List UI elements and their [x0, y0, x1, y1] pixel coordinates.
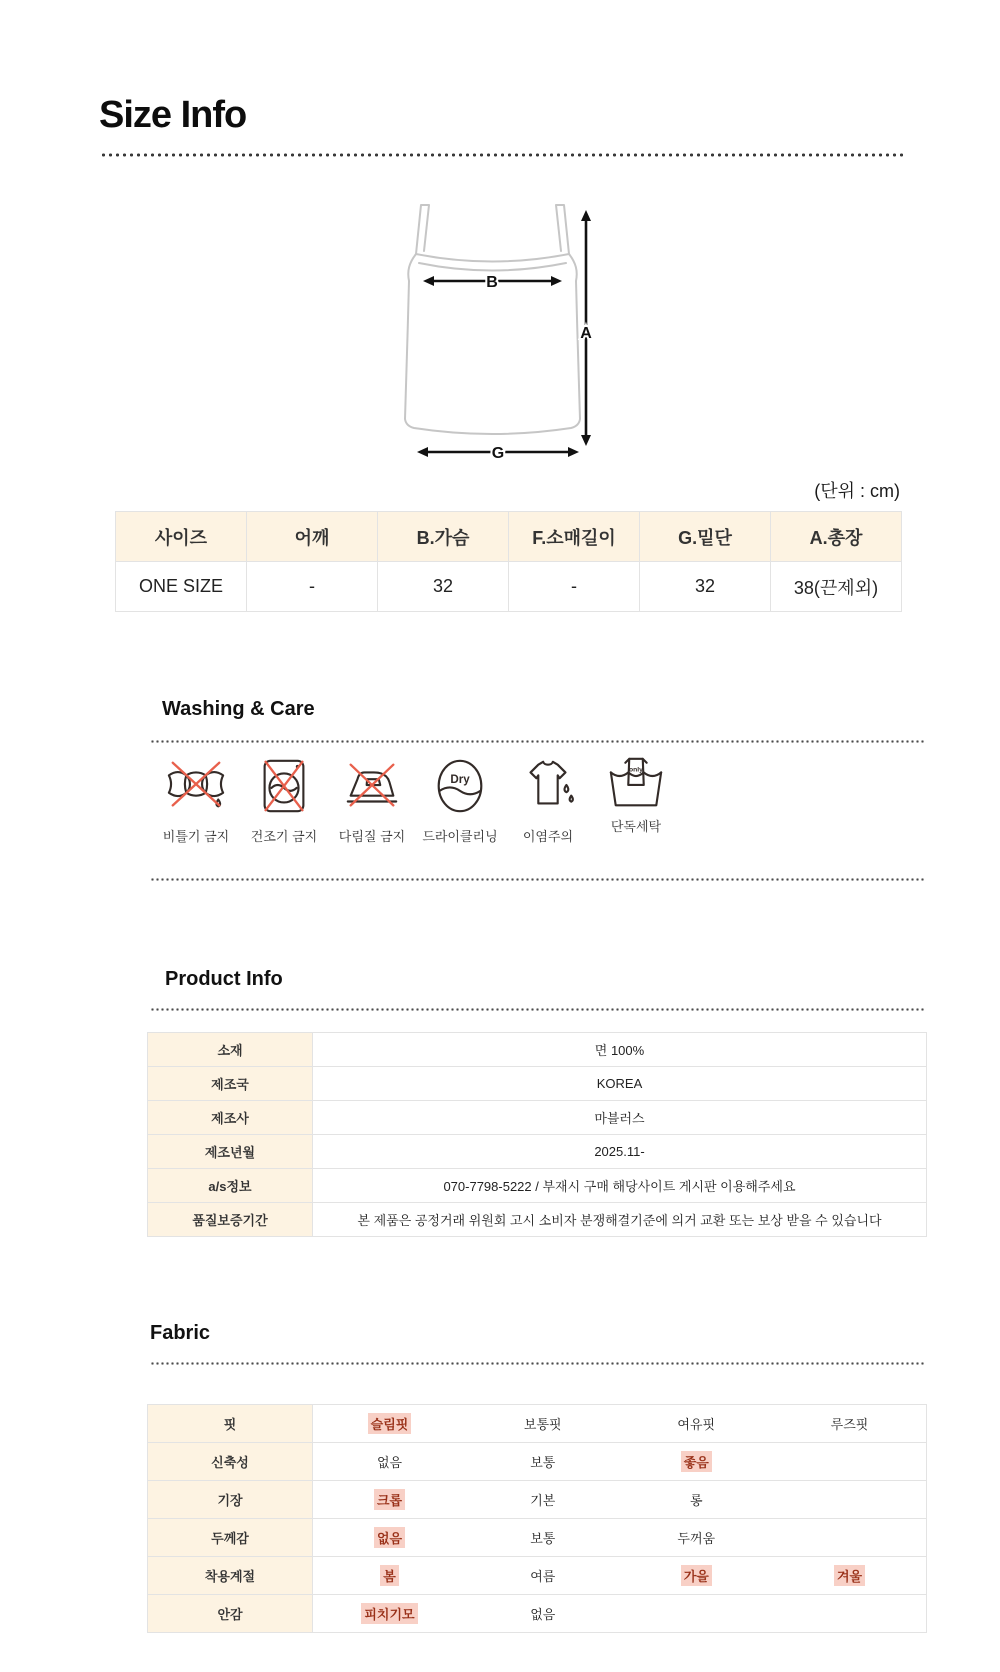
hem-width-arrow: [417, 445, 579, 462]
row-label: 신축성: [148, 1443, 313, 1481]
fabric-option: 보통핏: [523, 1417, 562, 1432]
chest-width-arrow: [423, 274, 562, 291]
row-value: 070-7798-5222 / 부재시 구매 해당사이트 게시판 이용해주세요: [313, 1169, 927, 1203]
fabric-option-cell: [466, 1519, 620, 1557]
fabric-option: 없음: [530, 1607, 556, 1622]
size-col-header: 사이즈: [116, 512, 247, 562]
sleeve-col-header: F.소매길이: [509, 512, 640, 562]
row-label: 기장: [148, 1481, 313, 1519]
row-value: 본 제품은 공정거래 위원회 고시 소비자 분쟁해결기준에 의거 교환 또는 보상 받을 수 있습니다: [313, 1203, 927, 1237]
care-label: 비틀기 금지: [162, 829, 230, 844]
fabric-option: 봄: [380, 1565, 399, 1586]
divider: [150, 1008, 925, 1011]
row-label: 제조국: [148, 1067, 313, 1101]
size-value: ONE SIZE: [116, 562, 247, 612]
size-table-row: [116, 562, 902, 612]
fabric-option: 여름: [530, 1569, 556, 1584]
care-icons-row: [152, 755, 680, 845]
chest-label: B: [486, 274, 498, 291]
hem-col-header: G.밑단: [640, 512, 771, 562]
no-tumble-dry-icon: [253, 755, 315, 817]
size-diagram: [383, 197, 613, 469]
row-label: 제조사: [148, 1101, 313, 1135]
fabric-option-cell: [620, 1405, 774, 1443]
size-table: [115, 511, 902, 612]
row-label: 핏: [148, 1405, 313, 1443]
wash-separately-icon-text: only: [629, 766, 643, 774]
fabric-table: [147, 1404, 927, 1633]
size-table-header-row: [116, 512, 902, 562]
color-bleed-caution-icon: [517, 755, 579, 817]
fabric-option: 피치기모: [361, 1603, 417, 1624]
table-row: [148, 1595, 927, 1633]
row-value: KOREA: [313, 1067, 927, 1101]
fabric-option: 보통: [530, 1455, 556, 1470]
hem-value: 32: [640, 562, 771, 612]
row-value: 마블러스: [313, 1101, 927, 1135]
care-label: 건조기 금지: [250, 829, 318, 844]
fabric-option: 크롭: [374, 1489, 405, 1510]
table-row: [148, 1101, 927, 1135]
fabric-option-cell: [773, 1519, 927, 1557]
care-label: 다림질 금지: [338, 829, 406, 844]
camisole-outline: [405, 205, 580, 434]
table-row: [148, 1405, 927, 1443]
sleeve-value: -: [509, 562, 640, 612]
shoulder-col-header: 어깨: [247, 512, 378, 562]
table-row: [148, 1169, 927, 1203]
fabric-option-cell: [620, 1557, 774, 1595]
fabric-option: 없음: [374, 1527, 405, 1548]
fabric-option: 롱: [689, 1493, 703, 1508]
fabric-option: 보통: [530, 1531, 556, 1546]
row-value: 면 100%: [313, 1033, 927, 1067]
row-label: 제조년월: [148, 1135, 313, 1169]
fabric-option-cell: [466, 1405, 620, 1443]
product-info-table: [147, 1032, 927, 1237]
chest-value: 32: [378, 562, 509, 612]
care-label: 단독세탁: [610, 819, 662, 834]
fabric-option-cell: [466, 1481, 620, 1519]
fabric-option-cell: [466, 1443, 620, 1481]
fabric-option-cell: [313, 1405, 467, 1443]
size-info-title: Size Info: [99, 94, 247, 136]
fabric-option-cell: [313, 1595, 467, 1633]
care-label: 드라이클리닝: [422, 829, 498, 844]
wash-separately-icon: [605, 755, 667, 813]
fabric-option: 기본: [530, 1493, 556, 1508]
table-row: [148, 1519, 927, 1557]
total-length-arrow: [580, 210, 592, 446]
fabric-option-cell: [313, 1443, 467, 1481]
fabric-option-cell: [466, 1557, 620, 1595]
row-label: 두께감: [148, 1519, 313, 1557]
no-iron-icon: [341, 755, 403, 817]
divider: [100, 153, 906, 157]
dry-clean-icon: [429, 755, 491, 817]
fabric-option: 겨울: [834, 1565, 865, 1586]
fabric-option: 좋음: [681, 1451, 712, 1472]
dry-clean-icon-text: Dry: [450, 773, 470, 787]
length-value: 38(끈제외): [771, 562, 902, 612]
fabric-option: 없음: [376, 1455, 403, 1470]
fabric-option: 여유핏: [677, 1417, 716, 1432]
care-item-dry-clean: [416, 755, 504, 845]
fabric-option-cell: [620, 1595, 774, 1633]
fabric-title: Fabric: [150, 1322, 211, 1344]
table-row: [148, 1067, 927, 1101]
length-label: A: [580, 325, 592, 342]
fabric-option: 가을: [681, 1565, 712, 1586]
row-label: 소재: [148, 1033, 313, 1067]
fabric-option-cell: [773, 1443, 927, 1481]
care-item-no-iron: [328, 755, 416, 845]
row-label: 착용계절: [148, 1557, 313, 1595]
row-value: 2025.11-: [313, 1135, 927, 1169]
care-item-color-bleed: [504, 755, 592, 845]
fabric-option-cell: [773, 1557, 927, 1595]
fabric-option-cell: [620, 1519, 774, 1557]
care-label: 이염주의: [522, 829, 574, 844]
fabric-option-cell: [620, 1443, 774, 1481]
hem-label: G: [491, 445, 505, 462]
row-label: a/s정보: [148, 1169, 313, 1203]
divider: [150, 1362, 925, 1365]
fabric-option-cell: [773, 1481, 927, 1519]
fabric-option-cell: [313, 1557, 467, 1595]
table-row: [148, 1033, 927, 1067]
care-item-wash-separately: [592, 755, 680, 835]
care-item-no-wring: [152, 755, 240, 845]
fabric-option: 루즈핏: [830, 1417, 869, 1432]
care-item-no-tumble-dry: [240, 755, 328, 845]
shoulder-value: -: [247, 562, 378, 612]
fabric-option-cell: [313, 1519, 467, 1557]
fabric-option-cell: [313, 1481, 467, 1519]
table-row: [148, 1557, 927, 1595]
unit-label: (단위 : cm): [814, 481, 900, 501]
no-wring-icon: [165, 755, 227, 817]
fabric-option: 슬림핏: [368, 1413, 412, 1434]
chest-col-header: B.가슴: [378, 512, 509, 562]
table-row: [148, 1135, 927, 1169]
row-label: 품질보증기간: [148, 1203, 313, 1237]
divider: [150, 740, 925, 743]
fabric-option-cell: [466, 1595, 620, 1633]
divider: [150, 878, 925, 881]
table-row: [148, 1203, 927, 1237]
table-row: [148, 1481, 927, 1519]
length-col-header: A.총장: [771, 512, 902, 562]
fabric-option-cell: [773, 1405, 927, 1443]
table-row: [148, 1443, 927, 1481]
fabric-option: 두꺼움: [677, 1531, 716, 1546]
fabric-option-cell: [773, 1595, 927, 1633]
fabric-option-cell: [620, 1481, 774, 1519]
product-info-title: Product Info: [165, 968, 283, 990]
row-label: 안감: [148, 1595, 313, 1633]
washing-care-title: Washing & Care: [162, 698, 315, 720]
